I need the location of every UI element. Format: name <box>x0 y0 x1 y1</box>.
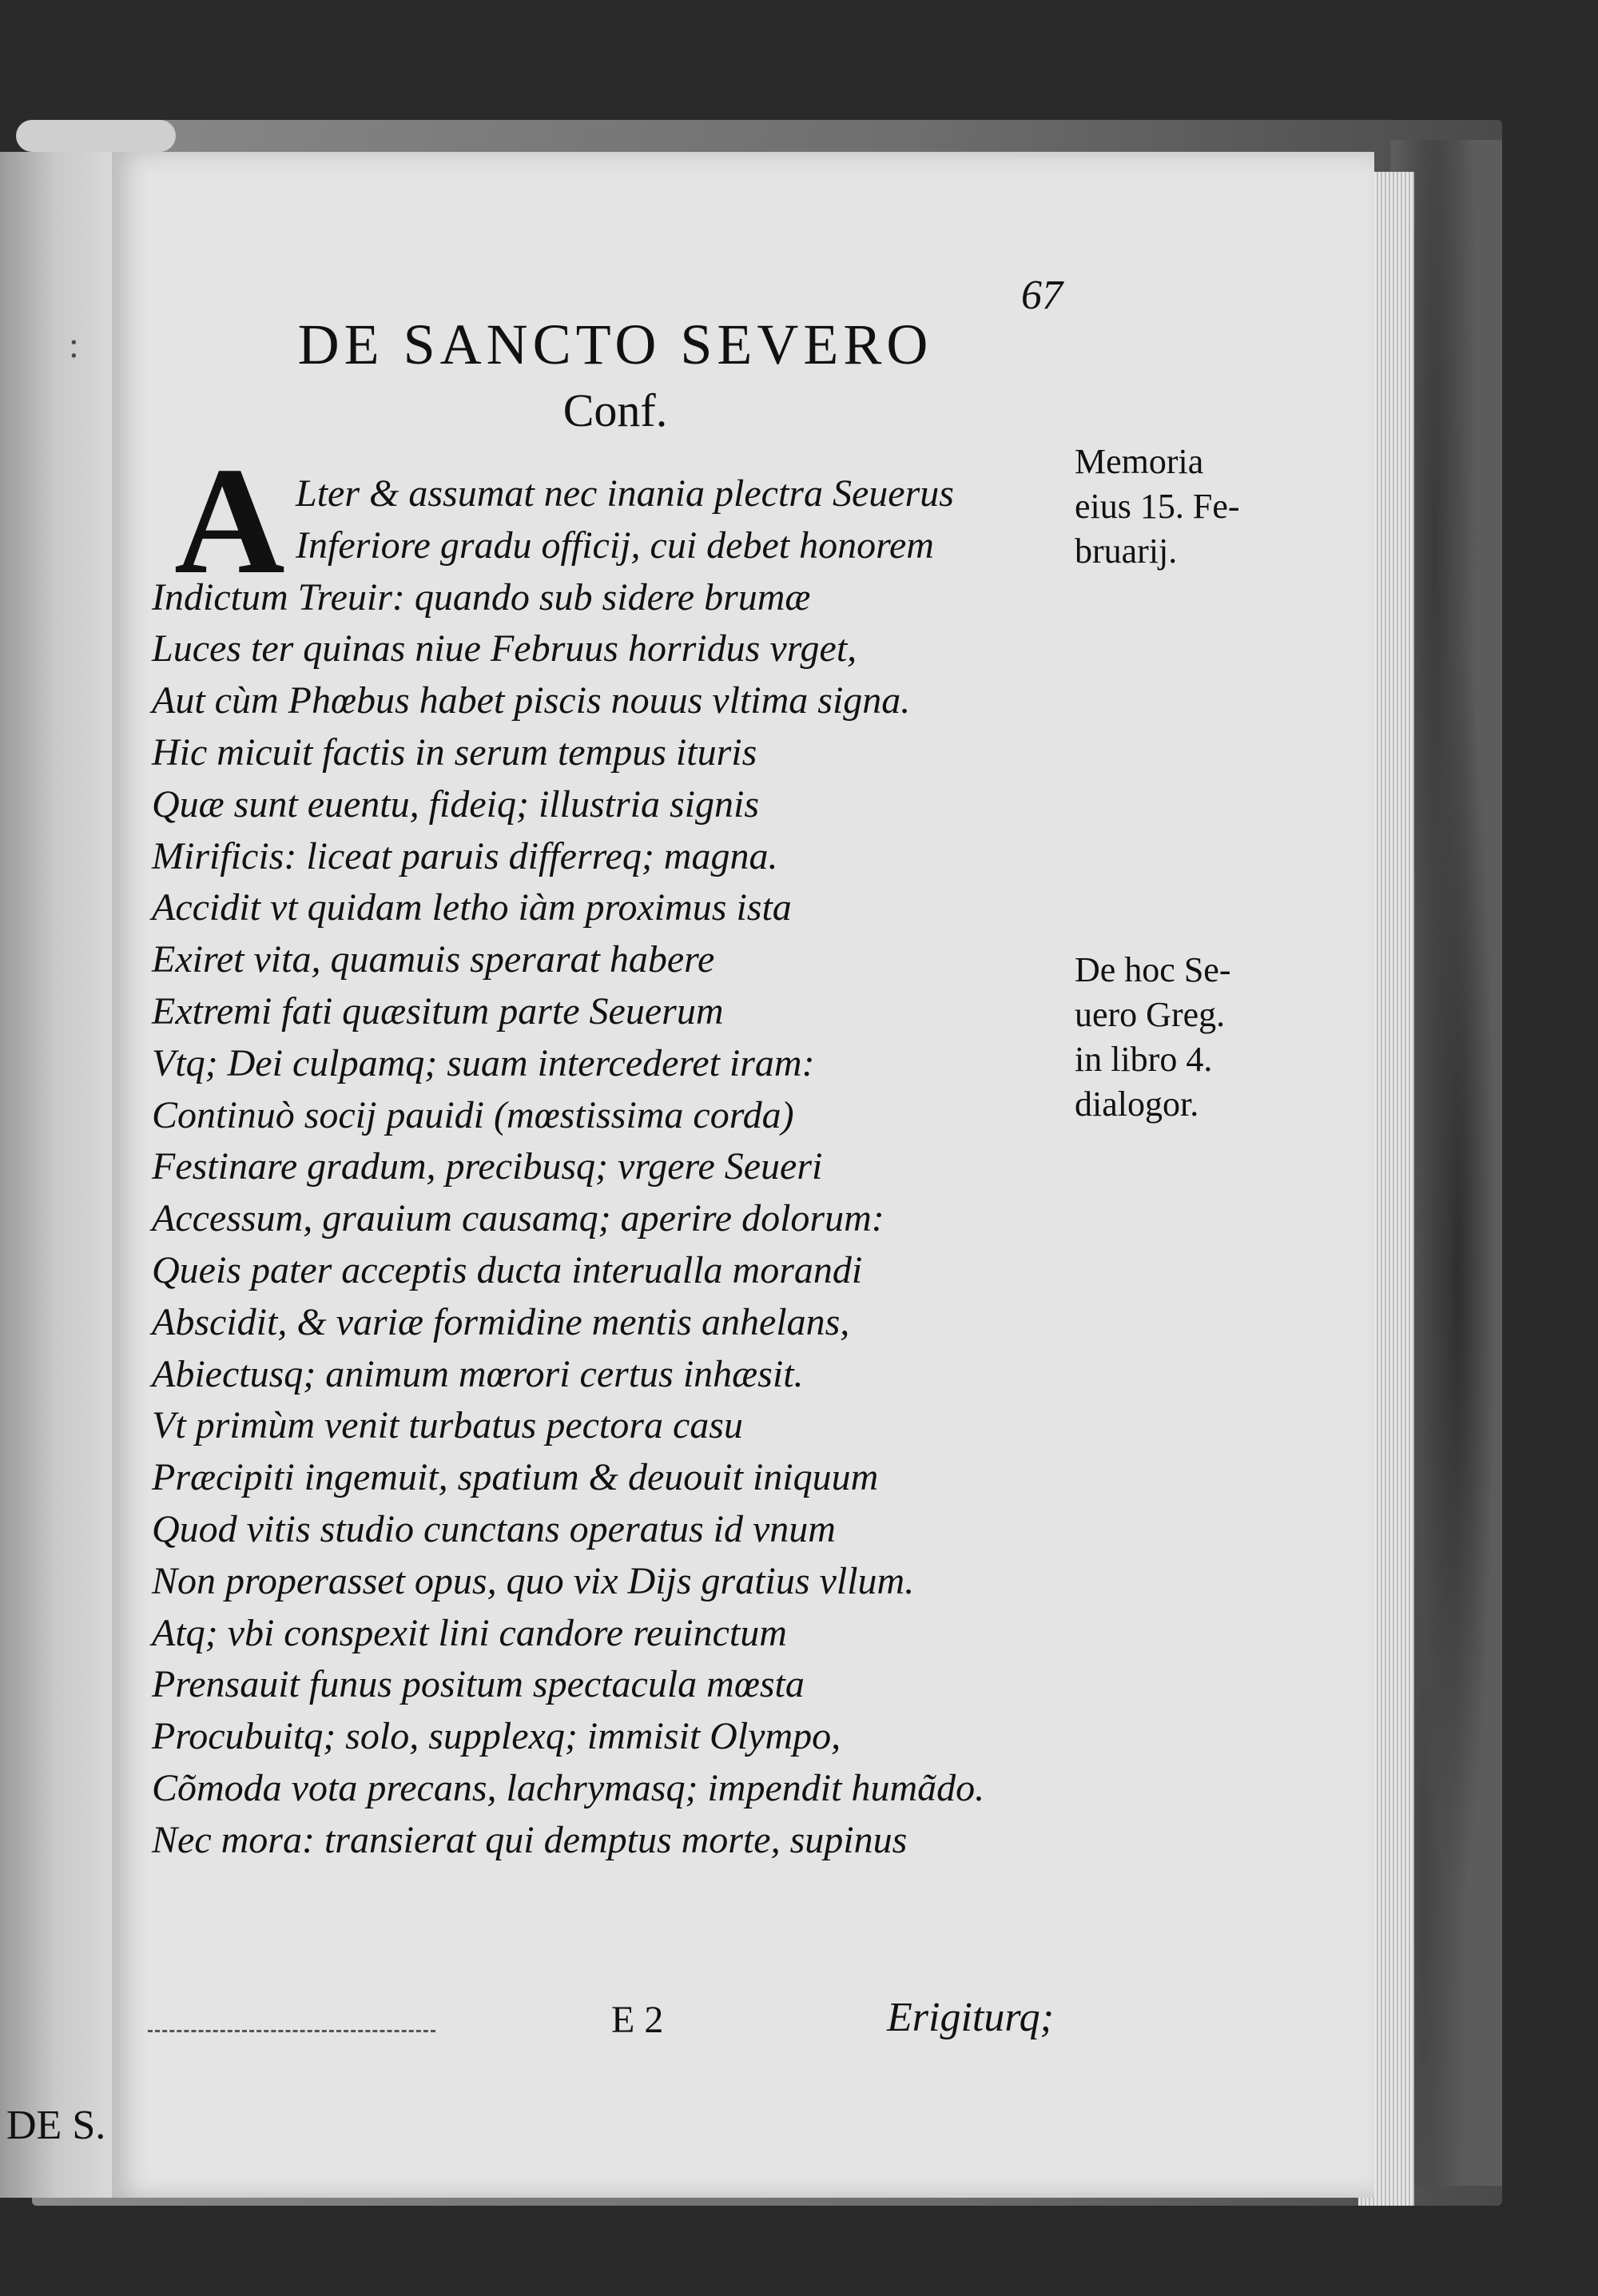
verse-line: Accessum, grauium causamq; aperire dolorum: <box>152 1197 884 1240</box>
verse-line: Queis pater acceptis ducta interualla morandi <box>152 1248 863 1291</box>
verse-line: Abscidit, & variæ formidine mentis anhelans, <box>152 1300 850 1343</box>
verse-line: Mirificis: liceat paruis differreq; magna. <box>152 834 778 877</box>
margin-note-memoria <box>1075 440 1282 574</box>
catchword: Erigiturq; <box>887 1995 1054 2040</box>
margin-note-line: Memoria <box>1075 442 1204 481</box>
verse-line: Non properasset opus, quo vix Dijs gratius vllum. <box>152 1559 915 1602</box>
verse-line: Inferiore gradu officij, cui debet honorem <box>296 523 934 567</box>
margin-note-gregory <box>1075 948 1282 1127</box>
signature-mark: E 2 <box>611 1999 664 2041</box>
verse-line: Atq; vbi conspexit lini candore reuinctum <box>152 1611 787 1654</box>
margin-note-line: bruarij. <box>1075 531 1178 571</box>
verse-line: Hic micuit factis in serum tempus ituris <box>152 730 757 774</box>
verse-line: Cõmoda vota precans, lachrymasq; impendit humãdo. <box>152 1766 985 1809</box>
drop-cap: A <box>174 436 285 606</box>
verse-block <box>152 468 1055 1867</box>
verse-line: Extremi fati quæsitum parte Seuerum <box>152 989 724 1033</box>
page-title: DE SANCTO SEVERO <box>297 312 933 376</box>
verse-line: Vt primùm venit turbatus pectora casu <box>152 1404 743 1447</box>
page-subtitle: Conf. <box>562 384 668 436</box>
verse-line: Exiret vita, quamuis sperarat habere <box>152 938 715 981</box>
page-number: 67 <box>1021 273 1063 318</box>
verse-line: Lter & assumat nec inania plectra Seuerus <box>296 472 954 515</box>
margin-note-line: in libro 4. <box>1075 1040 1213 1079</box>
verse-line: Nec mora: transierat qui demptus morte, supinus <box>152 1818 908 1861</box>
margin-note-line: eius 15. Fe- <box>1075 487 1240 526</box>
margin-note-line: dialogor. <box>1075 1084 1199 1124</box>
left-page <box>0 152 117 2198</box>
verse-line: Luces ter quinas niue Februus horridus vrget, <box>152 627 857 670</box>
margin-note-line: uero Greg. <box>1075 995 1226 1034</box>
verse-line: Præcipiti ingemuit, spatium & deuouit iniquum <box>152 1456 879 1499</box>
verse-line: Quæ sunt euentu, fideiq; illustria signis <box>152 782 760 826</box>
verse-line: Procubuitq; solo, supplexq; immisit Olympo, <box>152 1715 841 1758</box>
verse-line: Abiectusq; animum mœrori certus inhæsit. <box>152 1352 804 1395</box>
left-page-mark: DE S. <box>6 2103 106 2148</box>
verse-line: Prensauit funus positum spectacula mœsta <box>152 1663 805 1706</box>
margin-note-line: De hoc Se- <box>1075 950 1231 989</box>
verse-line: Accidit vt quidam letho iàm proximus ista <box>152 886 792 929</box>
left-page-mark: : <box>69 324 79 365</box>
verse-line: Vtq; Dei culpamq; suam intercederet iram: <box>152 1041 815 1084</box>
verse-line: Continuò socij pauidi (mœstissima corda) <box>152 1093 794 1136</box>
verse-line: Quod vitis studio cunctans operatus id vnum <box>152 1507 836 1550</box>
footer-rule <box>148 2030 435 2032</box>
verse-line: Indictum Treuir: quando sub sidere brumæ <box>152 575 811 619</box>
bookmark-ribbon <box>16 120 176 152</box>
verse-line: Festinare gradum, precibusq; vrgere Seueri <box>152 1145 823 1188</box>
verse-line: Aut cùm Phœbus habet piscis nouus vltima signa. <box>152 679 911 722</box>
